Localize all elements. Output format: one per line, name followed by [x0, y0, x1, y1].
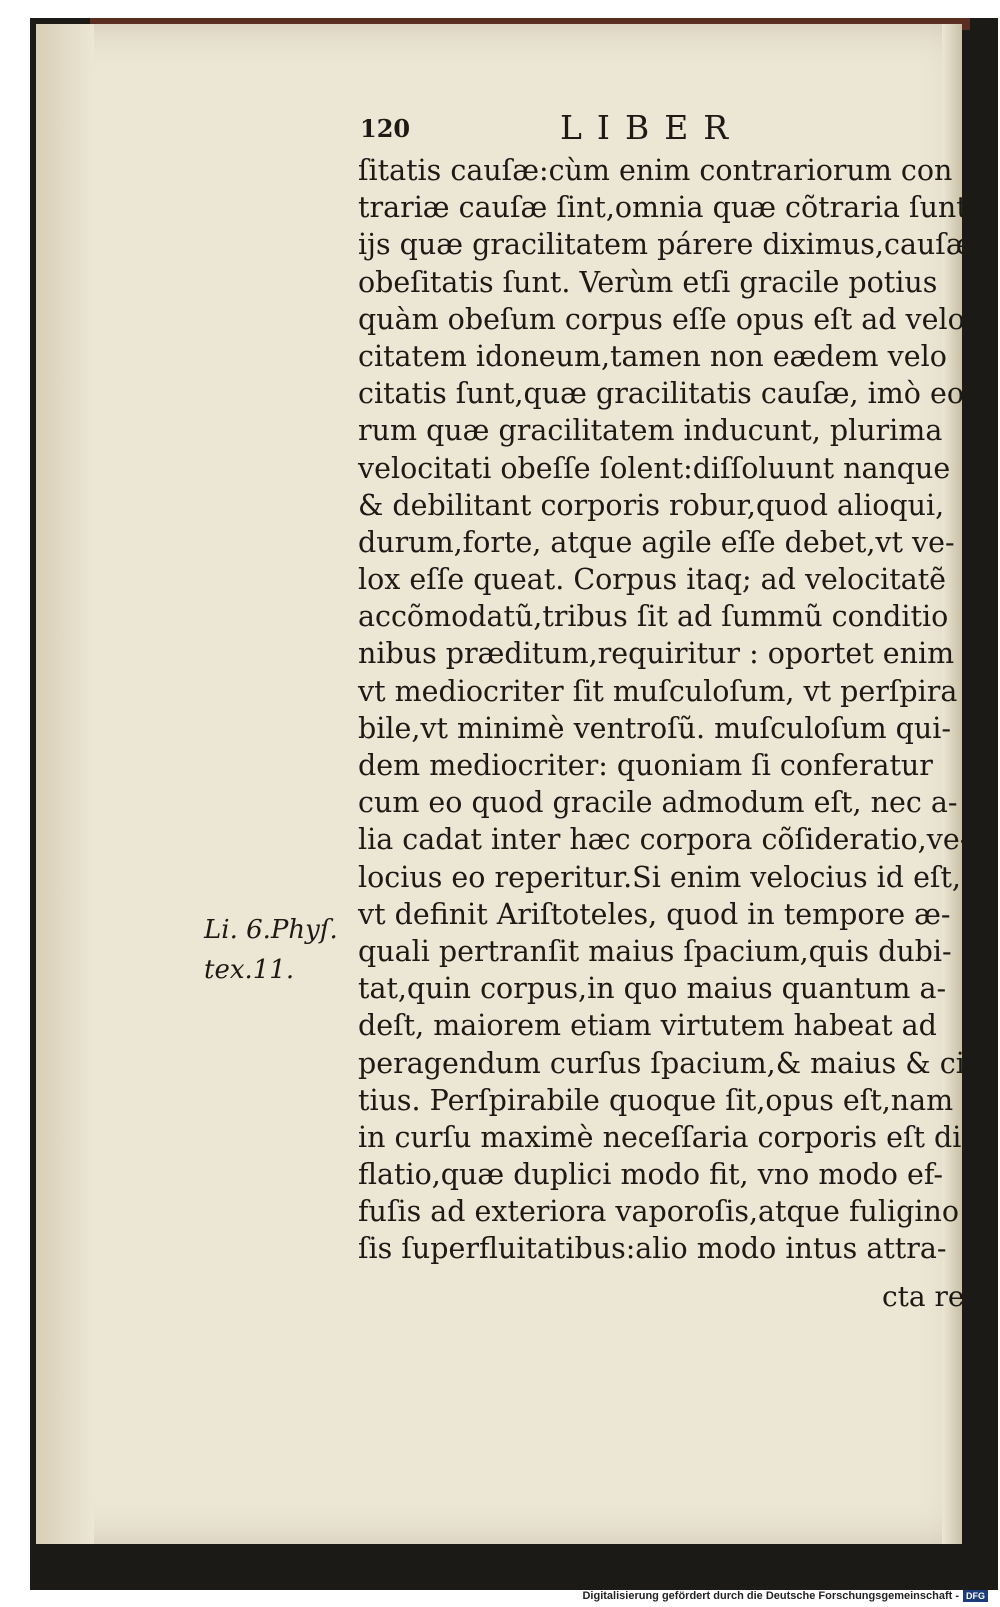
text-line: tat,quin corpus,in quo maius quantum a- — [358, 972, 947, 1006]
text-line: vt mediocriter ſit muſculoſum, vt perſpira — [358, 674, 958, 708]
text-line: dem mediocriter: quoniam ſi conferatur — [358, 749, 933, 782]
text-line: peragendum curſus ſpacium,& maius & ci — [358, 1046, 965, 1080]
footer-text: Digitalisierung gefördert durch die Deutsche Forschungsgemeinschaft - — [582, 1590, 959, 1602]
text-line: citatis ſunt,quæ gracilitatis cauſæ, imò eo- — [358, 377, 974, 411]
text-line: lox eſſe queat. Corpus itaq; ad velocitatẽ — [358, 563, 947, 597]
marginal-note-line: Li. 6.Phyſ. — [204, 915, 338, 945]
body-text — [358, 152, 977, 1268]
marginal-note-line: tex.11. — [204, 955, 295, 985]
page-header — [360, 108, 780, 147]
text-line: ijs quæ gracilitatem párere diximus,cauſæ — [358, 228, 973, 262]
text-line: bile,vt minimè ventroſũ. muſculoſum qui- — [358, 711, 952, 745]
text-line: nibus præditum,requiritur : oportet enim — [358, 637, 955, 671]
text-line: cum eo quod gracile admodum eſt, nec a- — [358, 786, 958, 820]
catchword: cta re — [882, 1280, 965, 1313]
text-line: in curſu maximè neceſſaria corporis eſt dif — [358, 1120, 972, 1154]
text-line: ſitatis cauſæ:cùm enim contrariorum con — [358, 154, 953, 187]
text-line: locius eo reperitur.Si enim velocius id eſt, — [358, 860, 961, 894]
text-line: vt definit Ariſtoteles, quod in tempore æ- — [358, 897, 951, 931]
text-line: trariæ cauſæ ſint,omnia quæ cõtraria ſunt, — [358, 191, 977, 225]
page-number: 120 — [360, 114, 411, 143]
running-head: LIBER — [560, 108, 744, 147]
text-line: quali pertranſit maius ſpacium,quis dubi- — [358, 934, 952, 968]
footer — [582, 1590, 988, 1602]
text-line: rum quæ gracilitatem inducunt, plurima — [358, 414, 943, 448]
text-line: citatem idoneum,tamen non eædem velo — [358, 339, 947, 373]
text-line: velocitati obeſſe ſolent:diſſoluunt nanque — [358, 451, 951, 485]
page-gutter-shadow — [36, 24, 94, 1544]
text-line: obeſitatis ſunt. Verùm etſi gracile potius — [358, 265, 938, 299]
dfg-logo: DFG — [963, 1590, 988, 1602]
text-line: fuſis ad exteriora vaporoſis,atque fuligino — [358, 1195, 959, 1229]
text-line: accõmodatũ,tribus ſit ad ſummũ conditio — [358, 600, 949, 634]
text-line: flatio,quæ duplici modo fit, vno modo ef- — [358, 1158, 944, 1192]
text-line: ſis ſuperfluitatibus:alio modo intus attra- — [358, 1232, 947, 1266]
text-line: deſt, maiorem etiam virtutem habeat ad — [358, 1009, 937, 1043]
text-line: lia cadat inter hæc corpora cõſideratio,ve- — [358, 823, 970, 857]
text-line: tius. Perſpirabile quoque ſit,opus eſt,nam — [358, 1083, 954, 1117]
marginal-note — [204, 910, 338, 990]
text-line: quàm obeſum corpus eſſe opus eſt ad velo — [358, 302, 965, 336]
text-line: & debilitant corporis robur,quod alioqui, — [358, 488, 945, 522]
text-line: durum,forte, atque agile eſſe debet,vt ve- — [358, 525, 955, 559]
